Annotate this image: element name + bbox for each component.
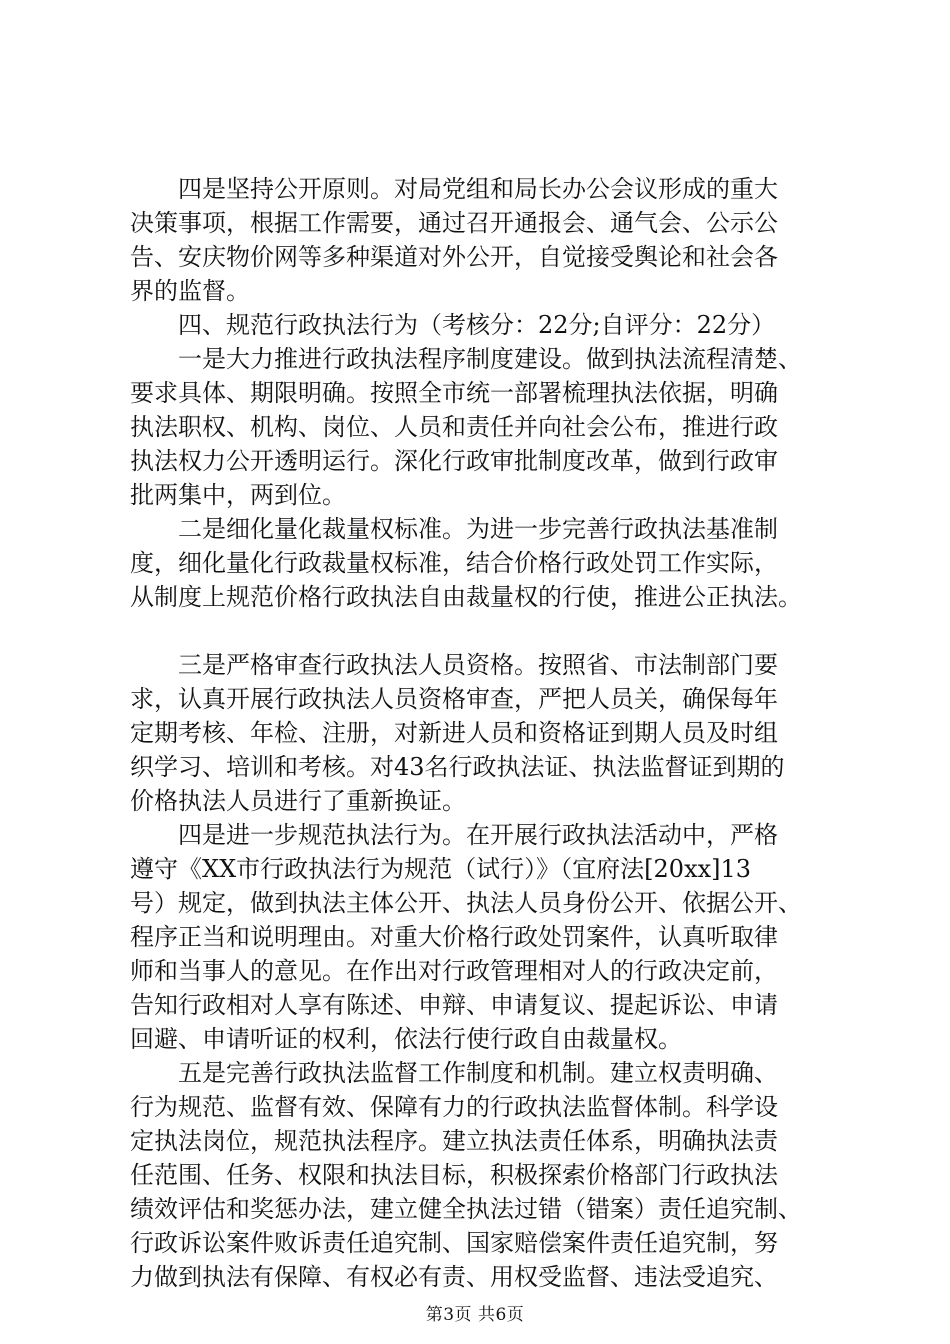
text-line: 织学习、培训和考核。对43名行政执法证、执法监督证到期的 xyxy=(130,753,785,781)
text-line: 决策事项，根据工作需要，通过召开通报会、通气会、公示公 xyxy=(130,209,778,237)
text-line: 五是完善行政执法监督工作制度和机制。建立权责明确、 xyxy=(178,1059,778,1087)
section-heading: 四、规范行政执法行为（考核分：22分;自评分：22分） xyxy=(178,311,776,339)
text-line: 告、安庆物价网等多种渠道对外公开，自觉接受舆论和社会各 xyxy=(130,243,778,271)
text-line: 行为规范、监督有效、保障有力的行政执法监督体制。科学设 xyxy=(130,1093,778,1121)
text-line: 一是大力推进行政执法程序制度建设。做到执法流程清楚、 xyxy=(178,345,802,373)
text-line: 从制度上规范价格行政执法自由裁量权的行使，推进公正执法。 xyxy=(130,583,802,611)
text-line: 要求具体、期限明确。按照全市统一部署梳理执法依据，明确 xyxy=(130,379,778,407)
text-line: 度，细化量化行政裁量权标准，结合价格行政处罚工作实际， xyxy=(130,549,778,577)
text-line: 界的监督。 xyxy=(130,277,250,305)
text-line: 回避、申请听证的权利，依法行使行政自由裁量权。 xyxy=(130,1025,682,1053)
text-line: 遵守《XX市行政执法行为规范（试行）》（宜府法[20xx]13 xyxy=(130,855,752,883)
text-line: 程序正当和说明理由。对重大价格行政处罚案件，认真听取律 xyxy=(130,923,778,951)
text-line: 号）规定，做到执法主体公开、执法人员身份公开、依据公开、 xyxy=(130,889,802,917)
text-line: 师和当事人的意见。在作出对行政管理相对人的行政决定前， xyxy=(130,957,778,985)
text-line: 定期考核、年检、注册，对新进人员和资格证到期人员及时组 xyxy=(130,719,778,747)
text-line: 执法职权、机构、岗位、人员和责任并向社会公布，推进行政 xyxy=(130,413,778,441)
text-line: 力做到执法有保障、有权必有责、用权受监督、违法受追究、 xyxy=(130,1263,778,1291)
text-line: 行政诉讼案件败诉责任追究制、国家赔偿案件责任追究制，努 xyxy=(130,1229,778,1257)
text-line: 批两集中，两到位。 xyxy=(130,481,346,509)
text-line: 执法权力公开透明运行。深化行政审批制度改革，做到行政审 xyxy=(130,447,778,475)
text-line: 定执法岗位，规范执法程序。建立执法责任体系，明确执法责 xyxy=(130,1127,778,1155)
text-line: 价格执法人员进行了重新换证。 xyxy=(130,787,466,815)
text-line: 任范围、任务、权限和执法目标，积极探索价格部门行政执法 xyxy=(130,1161,778,1189)
text-line: 三是严格审查行政执法人员资格。按照省、市法制部门要 xyxy=(178,651,778,679)
page-number: 第3页 共6页 xyxy=(425,1305,525,1325)
text-line: 告知行政相对人享有陈述、申辩、申请复议、提起诉讼、申请 xyxy=(130,991,778,1019)
text-line: 二是细化量化裁量权标准。为进一步完善行政执法基准制 xyxy=(178,515,778,543)
text-line: 四是坚持公开原则。对局党组和局长办公会议形成的重大 xyxy=(178,175,778,203)
text-line: 绩效评估和奖惩办法，建立健全执法过错（错案）责任追究制、 xyxy=(130,1195,802,1223)
text-line: 四是进一步规范执法行为。在开展行政执法活动中，严格 xyxy=(178,821,778,849)
text-line: 求，认真开展行政执法人员资格审查，严把人员关，确保每年 xyxy=(130,685,778,713)
